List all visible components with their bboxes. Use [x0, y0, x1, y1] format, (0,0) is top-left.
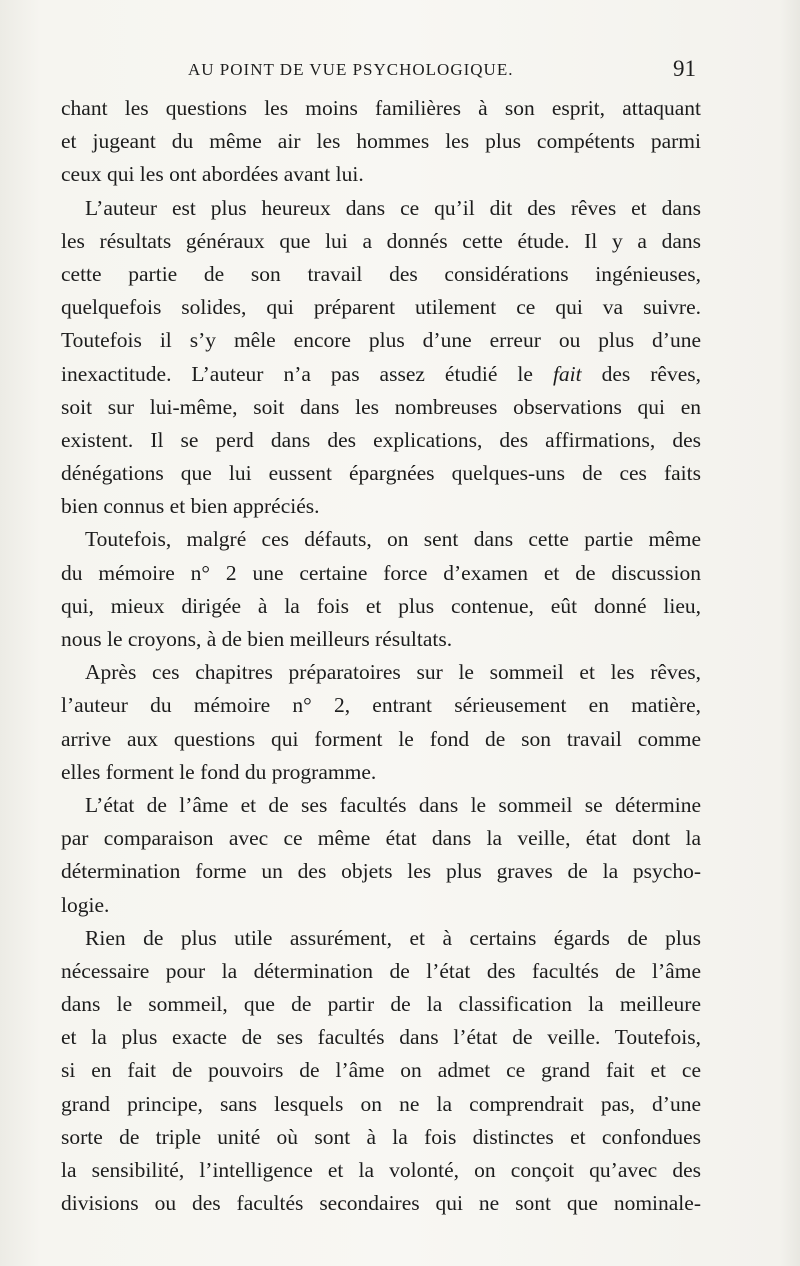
text-line: Toutefois il s’y mêle encore plus d’une erreur ou plus d’une [61, 328, 701, 353]
text-line: Rien de plus utile assurément, et à certains égards de plus [85, 925, 701, 950]
text-line: nous le croyons, à de bien meilleurs résultats. [61, 627, 453, 651]
text-line: les résultats généraux que lui a donnés cette étude. Il y a dans [61, 228, 701, 253]
text-line: par comparaison avec ce même état dans la veille, état dont la [61, 826, 701, 851]
text-line: du mémoire n° 2 une certaine force d’examen et de discussion [61, 560, 701, 585]
text-line: arrive aux questions qui forment le fond de son travail comme [61, 726, 701, 751]
text-line: elles forment le fond du programme. [61, 759, 377, 784]
text-line: et la plus exacte de ses facultés dans l’état de veille. Toutefois, [61, 1025, 701, 1050]
text-line: sorte de triple unité où sont à la fois distinctes et confondues [61, 1124, 701, 1149]
text-line: Toutefois, malgré ces défauts, on sent dans cette partie même [85, 527, 701, 552]
body-text [61, 92, 701, 1220]
text-line-with-italic [61, 358, 701, 391]
text-line: L’auteur est plus heureux dans ce qu’il dit des rêves et dans [85, 195, 701, 220]
text-line: nécessaire pour la détermination de l’état des facultés de l’âme [61, 958, 701, 983]
text-line: quelquefois solides, qui préparent utilement ce qui va suivre. [61, 295, 701, 320]
text-line: bien connus et bien appréciés. [61, 494, 320, 519]
text-line: cette partie de son travail des considérations ingénieuses, [61, 261, 701, 286]
text-segment: des rêves, [601, 361, 702, 386]
text-segment: inexactitude. L’auteur n’a pas assez étudié le [61, 361, 533, 386]
page-header [60, 58, 700, 88]
text-line: qui, mieux dirigée à la fois et plus contenue, eût donné lieu, [61, 593, 701, 618]
text-line: existent. Il se perd dans des explications, des affirmations, des [61, 427, 701, 452]
text-line: et jugeant du même air les hommes les plus compétents parmi [61, 129, 701, 154]
text-line: si en fait de pouvoirs de l’âme on admet ce grand fait et ce [61, 1058, 701, 1083]
italic-word: fait [552, 361, 582, 386]
text-line: la sensibilité, l’intelligence et la volonté, on conçoit qu’avec des [61, 1158, 701, 1182]
text-line: dénégations que lui eussent épargnées quelques-uns de ces faits [61, 461, 701, 486]
text-line: Après ces chapitres préparatoires sur le sommeil et les rêves, [85, 660, 701, 685]
text-line: grand principe, sans lesquels on ne la comprendrait pas, d’une [61, 1091, 701, 1116]
text-line: logie. [61, 892, 110, 917]
running-head: AU POINT DE VUE PSYCHOLOGIQUE. [188, 60, 514, 79]
text-line: l’auteur du mémoire n° 2, entrant sérieusement en matière, [61, 693, 701, 718]
page-number: 91 [673, 56, 696, 81]
text-line: ceux qui les ont abordées avant lui. [61, 162, 364, 187]
text-line: soit sur lui-même, soit dans les nombreuses observations qui en [61, 394, 701, 419]
text-line: divisions ou des facultés secondaires qui ne sont que nominale- [61, 1191, 701, 1216]
text-line: L’état de l’âme et de ses facultés dans le sommeil se détermine [85, 792, 701, 817]
text-line: chant les questions les moins familières à son esprit, attaquant [61, 96, 701, 120]
text-line: dans le sommeil, que de partir de la classification la meilleure [61, 992, 701, 1017]
text-line: détermination forme un des objets les plus graves de la psycho- [61, 859, 701, 884]
